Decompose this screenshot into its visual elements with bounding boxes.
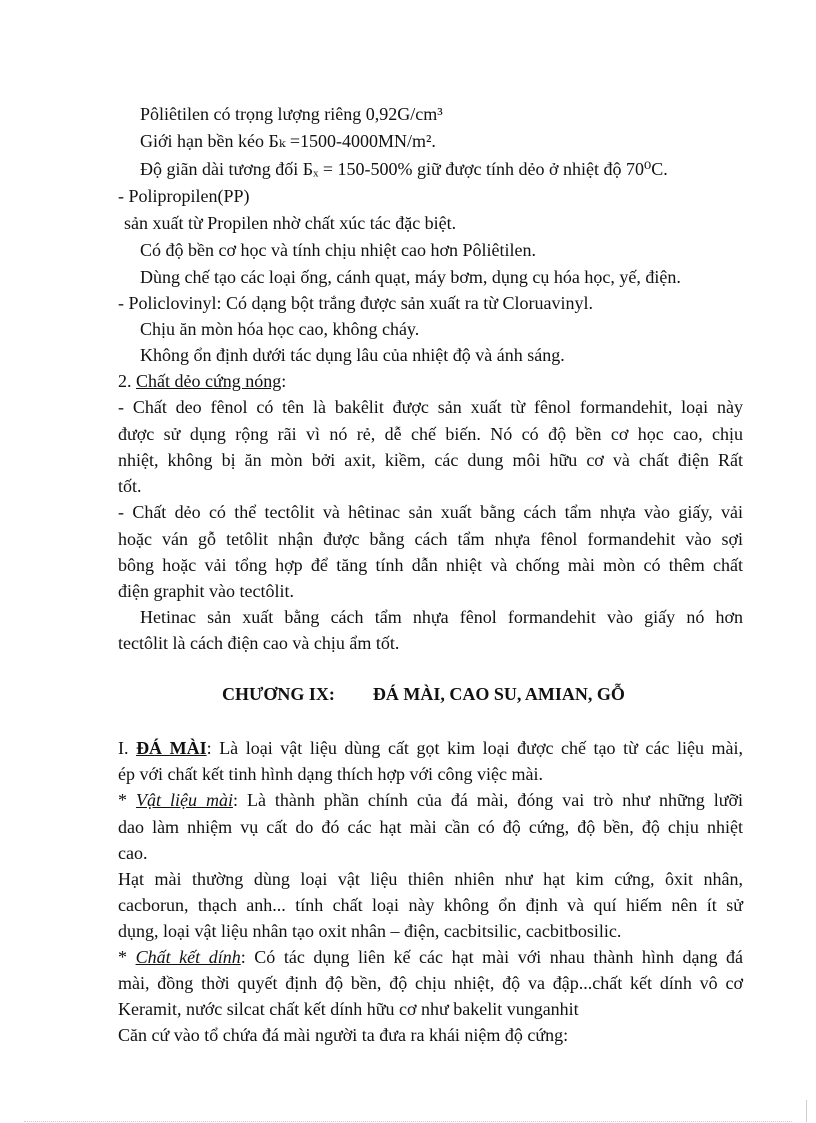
text-line: cao. [118, 843, 148, 863]
text-line: hoặc ván gỗ tetôlit nhận được bằng cách tẩm nhựa fênol formandehit vào sợi [118, 529, 743, 549]
text-line: tốt. [118, 476, 142, 496]
text-line: Keramit, nước silcat chất kết dính hữu cơ như bakelit vunganhit [118, 999, 579, 1019]
section-heading [118, 735, 743, 761]
section-title: ĐÁ MÀI [136, 738, 207, 758]
bullet-star: * [118, 947, 136, 967]
text-line: dao làm nhiệm vụ cất do đó các hạt mài cần có độ cứng, độ bền, độ chịu nhiệt [118, 817, 743, 837]
subsection-text: : Là thành phần chính của đá mài, đóng vai trò như những lưỡi [232, 790, 744, 810]
text-line: nhiệt, không bị ăn mòn bởi axit, kiềm, các dung môi hữu cơ và chất điện Rất [118, 450, 743, 470]
section-text: : Là loại vật liệu dùng cất gọt kim loại được chế tạo từ các liệu mài, [206, 738, 743, 758]
text-line: - Chất deo fênol có tên là bakêlit được sản xuất từ fênol formandehit, loại này [118, 397, 743, 417]
text-line: - Chất dẻo có thể tectôlit và hêtinac sản xuất bằng cách tẩm nhựa vào giấy, vải [118, 502, 743, 522]
section-number: I. [118, 738, 137, 758]
chapter-title: ĐÁ MÀI, CAO SU, AMIAN, GỖ [372, 684, 625, 704]
section-title: Chất dẻo cứng nóng [136, 371, 282, 391]
text-line: Không ổn định dưới tác dụng lâu của nhiệt độ và ánh sáng. [140, 345, 565, 365]
text-line: điện graphit vào tectôlit. [118, 581, 294, 601]
text-line: Chịu ăn mòn hóa học cao, không cháy. [140, 319, 420, 339]
section-colon: : [281, 371, 287, 391]
subsection-text: : Có tác dụng liên kế các hạt mài với nhau thành hình dạng đá [240, 947, 743, 967]
page-corner-mark [806, 1100, 807, 1122]
subsection-title: Chất kết dính [135, 947, 241, 967]
text-line: - Policlovinyl: Có dạng bột trắng được sản xuất ra từ Cloruavinyl. [118, 293, 593, 313]
text-line: bông hoặc vải tổng hợp để tăng tính dẫn nhiệt và chống mài mòn có thêm chất [118, 555, 743, 575]
text-line: Dùng chế tạo các loại ống, cánh quạt, máy bơm, dụng cụ hóa học, yế, điện. [140, 267, 681, 287]
text-line: dụng, loại vật liệu nhân tạo oxit nhân – điện, cacbitsilic, cacbitbosilic. [118, 921, 622, 941]
text-line: Hạt mài thường dùng loại vật liệu thiên nhiên như hạt kim cứng, ôxit nhân, [118, 869, 743, 889]
subsection-heading [118, 944, 743, 970]
section-number: 2. [118, 371, 136, 391]
text-line: Giới hạn bền kéo Бₖ =1500-4000MN/m². [140, 131, 436, 151]
text-line: sản xuất từ Propilen nhờ chất xúc tác đặc biệt. [124, 213, 457, 233]
page-bottom-rule [24, 1121, 792, 1122]
text-line: tectôlit là cách điện cao và chịu ẩm tốt. [118, 633, 400, 653]
text-line: - Polipropilen(PP) [118, 186, 250, 206]
text-line: cacborun, thạch anh... tính chất loại này không ổn định và quí hiếm nên ít sử [118, 895, 743, 915]
section-heading [118, 368, 743, 394]
text-line: Độ giãn dài tương đối Бₓ = 150-500% giữ được tính dẻo ở nhiệt độ 70⁰C. [140, 159, 668, 179]
text-line: mài, đồng thời quyết định độ bền, độ chịu nhiệt, độ va đập...chất kết dính vô cơ [118, 973, 743, 993]
subsection-title: Vật liệu mài [136, 790, 233, 810]
text-line: ép với chất kết tinh hình dạng thích hợp với công việc mài. [118, 764, 543, 784]
text-line: được sử dụng rộng rãi vì nó rẻ, dễ chế biến. Nó có độ bền cơ học cao, chịu [118, 424, 743, 444]
text-line: Căn cứ vào tổ chứa đá mài người ta đưa ra khái niệm độ cứng: [118, 1025, 569, 1045]
chapter-heading [222, 681, 625, 707]
text-line: Pôliêtilen có trọng lượng riêng 0,92G/cm³ [140, 104, 443, 124]
text-line: Hetinac sản xuất bằng cách tẩm nhựa fênol formandehit vào giấy nó hơn [140, 607, 743, 627]
bullet-star: * [118, 790, 136, 810]
chapter-label: CHƯƠNG IX: [222, 684, 335, 704]
text-line: Có độ bền cơ học và tính chịu nhiệt cao hơn Pôliêtilen. [140, 240, 536, 260]
subsection-heading [118, 787, 743, 813]
